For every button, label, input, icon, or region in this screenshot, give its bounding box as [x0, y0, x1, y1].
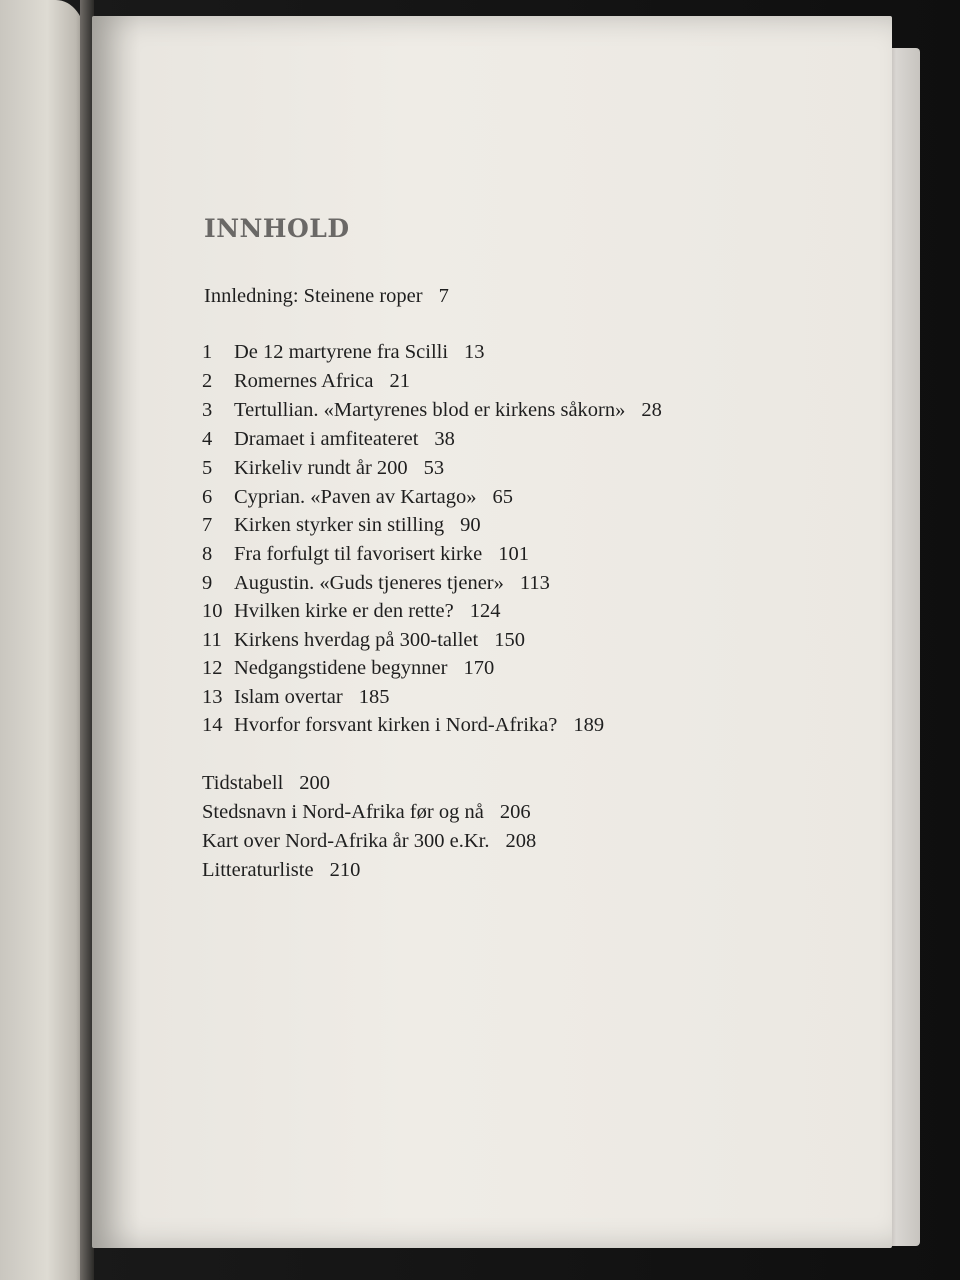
chapter-title: Hvilken kirke er den rette?: [234, 600, 454, 622]
chapter-number: 9: [202, 572, 213, 594]
chapter-number: 13: [202, 686, 223, 708]
chapter-page: 53: [423, 457, 445, 479]
appendix-page: 210: [329, 859, 361, 881]
chapter-page: 65: [492, 486, 514, 508]
chapter-title: Kirkeliv rundt år 200: [234, 457, 408, 479]
left-page: [0, 0, 86, 1280]
page-title: INNHOLD: [204, 214, 350, 243]
chapter-number: 8: [202, 543, 213, 565]
chapter-number: 14: [202, 714, 223, 736]
chapter-title: Dramaet i amfiteateret: [234, 428, 419, 450]
chapter-number: 7: [202, 514, 213, 536]
chapter-page: 13: [464, 341, 485, 363]
appendix-page: 200: [299, 772, 331, 794]
toc-intro-page: 7: [438, 285, 449, 307]
contents-page: [92, 16, 892, 1248]
chapter-page: 189: [573, 714, 605, 736]
toc-appendix-item: [202, 858, 360, 882]
chapter-number: 1: [202, 341, 213, 363]
chapter-number: 2: [202, 370, 213, 392]
chapter-number: 4: [202, 428, 213, 450]
chapter-title: De 12 martyrene fra Scilli: [234, 341, 449, 363]
toc-intro: [204, 284, 449, 308]
toc-intro-title: Innledning: Steinene roper: [204, 285, 423, 307]
appendix-title: Litteraturliste: [202, 859, 314, 881]
chapter-title: Islam overtar: [234, 686, 343, 708]
chapter-page: 38: [434, 428, 455, 450]
chapter-title: Kirkens hverdag på 300-tallet: [234, 629, 479, 651]
appendix-page: 206: [499, 801, 531, 823]
appendix-page: 208: [505, 830, 537, 852]
toc-appendix-item: [202, 829, 536, 853]
appendix-title: Kart over Nord-Afrika år 300 e.Kr.: [202, 830, 490, 852]
chapter-page: 185: [358, 686, 390, 708]
chapter-title: Augustin. «Guds tjeneres tjener»: [234, 572, 504, 594]
appendix-title: Tidstabell: [202, 772, 284, 794]
chapter-title: Cyprian. «Paven av Kartago»: [234, 486, 477, 508]
chapter-title: Nedgangstidene begynner: [234, 657, 448, 679]
chapter-title: Fra forfulgt til favorisert kirke: [234, 543, 483, 565]
toc-appendix-item: [202, 771, 330, 795]
chapter-page: 21: [389, 370, 410, 392]
chapter-page: 113: [519, 572, 550, 594]
chapter-number: 10: [202, 600, 223, 622]
chapter-title: Hvorfor forsvant kirken i Nord-Afrika?: [234, 714, 558, 736]
chapter-page: 124: [469, 600, 501, 622]
chapter-number: 11: [202, 629, 222, 651]
chapter-number: 12: [202, 657, 223, 679]
chapter-title: Romernes Africa: [234, 370, 374, 392]
chapter-page: 28: [641, 399, 662, 421]
appendix-title: Stedsnavn i Nord-Afrika før og nå: [202, 801, 484, 823]
chapter-title: Tertullian. «Martyrenes blod er kirkens såkorn»: [234, 399, 626, 421]
chapter-page: 101: [498, 543, 529, 565]
chapter-page: 150: [494, 629, 525, 651]
chapter-title: Kirken styrker sin stilling: [234, 514, 445, 536]
chapter-number: 5: [202, 457, 213, 479]
chapter-number: 3: [202, 399, 213, 421]
chapter-page: 90: [460, 514, 481, 536]
chapter-page: 170: [463, 657, 495, 679]
toc-appendix-item: [202, 800, 531, 824]
chapter-number: 6: [202, 486, 213, 508]
